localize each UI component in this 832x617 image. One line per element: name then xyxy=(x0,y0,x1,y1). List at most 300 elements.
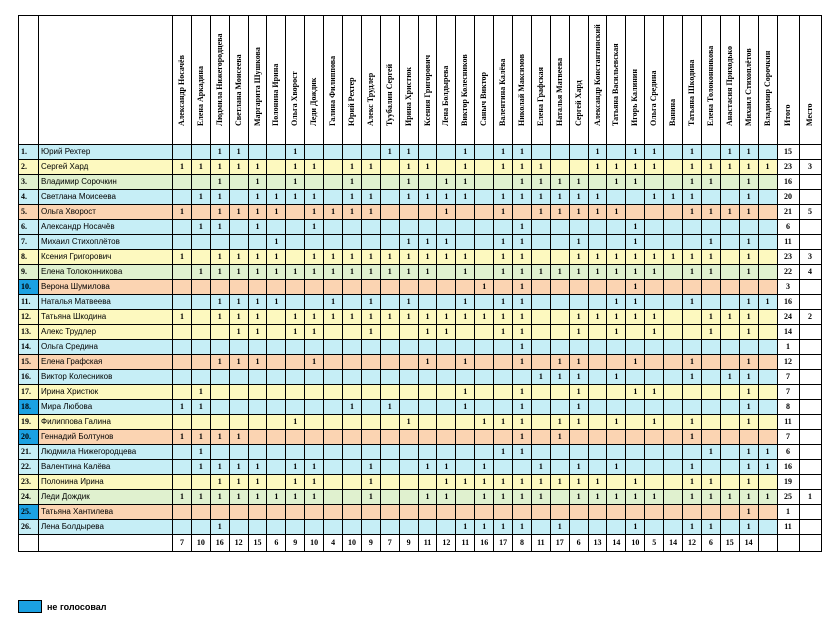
vote-mark: 1 xyxy=(324,295,343,310)
vote-cell xyxy=(418,220,437,235)
row-total: 1 xyxy=(777,340,799,355)
vote-mark: 1 xyxy=(210,220,229,235)
vote-cell xyxy=(305,415,324,430)
vote-mark: 1 xyxy=(739,235,758,250)
vote-mark: 1 xyxy=(456,175,475,190)
column-total: 11 xyxy=(456,535,475,552)
vote-cell xyxy=(286,370,305,385)
vote-mark: 1 xyxy=(701,205,720,220)
table-row xyxy=(19,325,822,340)
column-header-label: Александр Носачёв xyxy=(176,55,186,126)
vote-cell xyxy=(361,145,380,160)
vote-cell xyxy=(739,220,758,235)
vote-mark: 1 xyxy=(701,235,720,250)
vote-mark: 1 xyxy=(513,430,532,445)
vote-cell xyxy=(210,415,229,430)
vote-cell xyxy=(475,370,494,385)
row-place: 5 xyxy=(799,205,821,220)
column-total: 10 xyxy=(191,535,210,552)
vote-mark: 1 xyxy=(720,205,739,220)
vote-cell xyxy=(588,385,607,400)
column-total: 7 xyxy=(380,535,399,552)
column-header-label: Полонина Ирина xyxy=(271,63,281,126)
vote-cell xyxy=(758,475,777,490)
vote-cell xyxy=(588,370,607,385)
vote-cell xyxy=(399,475,418,490)
participant-name: Михаил Стихоплётов xyxy=(39,235,173,250)
vote-cell xyxy=(324,190,343,205)
vote-mark: 1 xyxy=(286,325,305,340)
vote-mark: 1 xyxy=(626,490,645,505)
column-header xyxy=(456,16,475,145)
vote-cell xyxy=(550,145,569,160)
table-row xyxy=(19,385,822,400)
vote-cell xyxy=(664,160,683,175)
vote-mark: 1 xyxy=(305,475,324,490)
vote-cell xyxy=(229,505,248,520)
vote-mark: 1 xyxy=(210,520,229,535)
vote-cell xyxy=(645,460,664,475)
vote-cell xyxy=(720,175,739,190)
vote-mark: 1 xyxy=(191,430,210,445)
vote-cell xyxy=(588,280,607,295)
vote-cell xyxy=(210,235,229,250)
vote-mark: 1 xyxy=(701,265,720,280)
row-place xyxy=(799,400,821,415)
vote-cell xyxy=(664,355,683,370)
vote-cell xyxy=(437,505,456,520)
vote-mark: 1 xyxy=(513,160,532,175)
vote-cell xyxy=(720,325,739,340)
vote-cell xyxy=(248,505,267,520)
vote-cell xyxy=(626,430,645,445)
vote-cell xyxy=(380,295,399,310)
vote-mark: 1 xyxy=(531,175,550,190)
vote-mark: 1 xyxy=(550,355,569,370)
vote-cell xyxy=(361,175,380,190)
footer-blank xyxy=(19,535,39,552)
vote-cell xyxy=(531,445,550,460)
vote-cell xyxy=(210,325,229,340)
table-row xyxy=(19,520,822,535)
vote-cell xyxy=(267,145,286,160)
vote-mark: 1 xyxy=(494,295,513,310)
vote-cell xyxy=(229,280,248,295)
vote-cell xyxy=(645,355,664,370)
row-total: 23 xyxy=(777,250,799,265)
vote-cell xyxy=(607,235,626,250)
vote-mark: 1 xyxy=(531,160,550,175)
vote-cell xyxy=(475,355,494,370)
vote-mark: 1 xyxy=(361,190,380,205)
vote-cell xyxy=(494,385,513,400)
vote-mark: 1 xyxy=(361,325,380,340)
vote-cell xyxy=(324,475,343,490)
column-total: 10 xyxy=(626,535,645,552)
vote-cell xyxy=(720,220,739,235)
vote-cell xyxy=(324,280,343,295)
vote-mark: 1 xyxy=(248,355,267,370)
vote-mark: 1 xyxy=(550,175,569,190)
vote-mark: 1 xyxy=(173,205,192,220)
vote-mark: 1 xyxy=(683,295,702,310)
vote-mark: 1 xyxy=(494,415,513,430)
vote-cell xyxy=(588,460,607,475)
vote-mark: 1 xyxy=(343,310,362,325)
row-place xyxy=(799,190,821,205)
vote-mark: 1 xyxy=(229,475,248,490)
participant-name: Светлана Моисеева xyxy=(39,190,173,205)
vote-mark: 1 xyxy=(494,310,513,325)
vote-mark: 1 xyxy=(361,460,380,475)
column-header xyxy=(475,16,494,145)
row-place xyxy=(799,355,821,370)
vote-mark: 1 xyxy=(361,160,380,175)
vote-mark: 1 xyxy=(683,160,702,175)
vote-mark: 1 xyxy=(645,325,664,340)
vote-cell xyxy=(626,190,645,205)
vote-cell xyxy=(343,445,362,460)
vote-mark: 1 xyxy=(343,160,362,175)
vote-mark: 1 xyxy=(475,490,494,505)
vote-cell xyxy=(456,325,475,340)
row-total: 7 xyxy=(777,370,799,385)
vote-cell xyxy=(229,400,248,415)
column-header-label: Ольга Хворост xyxy=(290,71,300,126)
vote-mark: 1 xyxy=(456,475,475,490)
column-header-label: Николай Максимов xyxy=(516,54,526,126)
vote-mark: 1 xyxy=(361,250,380,265)
row-total: 16 xyxy=(777,295,799,310)
vote-mark: 1 xyxy=(267,295,286,310)
vote-cell xyxy=(437,355,456,370)
vote-mark: 1 xyxy=(739,310,758,325)
vote-cell xyxy=(248,445,267,460)
vote-cell xyxy=(758,265,777,280)
vote-mark: 1 xyxy=(626,295,645,310)
vote-cell xyxy=(286,520,305,535)
vote-mark: 1 xyxy=(399,175,418,190)
vote-mark: 1 xyxy=(588,250,607,265)
vote-cell xyxy=(229,415,248,430)
vote-cell xyxy=(569,445,588,460)
vote-cell xyxy=(475,400,494,415)
vote-mark: 1 xyxy=(305,325,324,340)
vote-cell xyxy=(324,490,343,505)
vote-mark: 1 xyxy=(513,250,532,265)
vote-cell xyxy=(664,490,683,505)
vote-cell xyxy=(248,385,267,400)
vote-cell xyxy=(550,220,569,235)
vote-mark: 1 xyxy=(739,505,758,520)
vote-cell xyxy=(399,460,418,475)
vote-cell xyxy=(550,340,569,355)
vote-mark: 1 xyxy=(494,325,513,340)
vote-cell xyxy=(494,400,513,415)
vote-cell xyxy=(758,250,777,265)
vote-mark: 1 xyxy=(248,250,267,265)
vote-mark: 1 xyxy=(607,205,626,220)
column-header-label: Валентина Калёва xyxy=(498,58,508,126)
vote-mark: 1 xyxy=(380,265,399,280)
vote-cell xyxy=(418,370,437,385)
column-total: 6 xyxy=(267,535,286,552)
vote-cell xyxy=(173,445,192,460)
vote-mark: 1 xyxy=(305,355,324,370)
vote-mark: 1 xyxy=(173,400,192,415)
vote-mark: 1 xyxy=(305,160,324,175)
vote-mark: 1 xyxy=(683,415,702,430)
vote-cell xyxy=(437,160,456,175)
table-row xyxy=(19,505,822,520)
vote-mark: 1 xyxy=(399,415,418,430)
vote-mark: 1 xyxy=(361,295,380,310)
vote-cell xyxy=(720,295,739,310)
place-header-label: Место xyxy=(805,103,814,126)
vote-mark: 1 xyxy=(569,400,588,415)
vote-mark: 1 xyxy=(645,250,664,265)
row-total: 6 xyxy=(777,220,799,235)
vote-cell xyxy=(324,235,343,250)
vote-cell xyxy=(494,280,513,295)
vote-mark: 1 xyxy=(229,145,248,160)
column-total: 10 xyxy=(343,535,362,552)
vote-mark: 1 xyxy=(588,475,607,490)
vote-mark: 1 xyxy=(399,190,418,205)
vote-mark: 1 xyxy=(513,445,532,460)
row-number: 13. xyxy=(19,325,39,340)
vote-cell xyxy=(437,415,456,430)
vote-mark: 1 xyxy=(229,205,248,220)
participant-name: Наталья Матвеева xyxy=(39,295,173,310)
column-header-label: Галина Филиппова xyxy=(328,55,338,126)
row-place xyxy=(799,175,821,190)
vote-cell xyxy=(475,175,494,190)
vote-cell xyxy=(380,415,399,430)
table-row xyxy=(19,415,822,430)
vote-cell xyxy=(720,460,739,475)
vote-cell xyxy=(456,280,475,295)
vote-mark: 1 xyxy=(739,460,758,475)
vote-mark: 1 xyxy=(286,490,305,505)
vote-mark: 1 xyxy=(286,175,305,190)
vote-cell xyxy=(645,505,664,520)
vote-cell xyxy=(305,520,324,535)
participant-name: Елена Толоконникова xyxy=(39,265,173,280)
vote-cell xyxy=(229,175,248,190)
column-header-label: Светлана Моисеева xyxy=(233,54,243,126)
vote-cell xyxy=(267,160,286,175)
vote-cell xyxy=(701,190,720,205)
vote-cell xyxy=(399,205,418,220)
row-number: 15. xyxy=(19,355,39,370)
vote-cell xyxy=(588,325,607,340)
column-header-label: Людмила Нижегородцева xyxy=(214,33,224,126)
vote-mark: 1 xyxy=(531,205,550,220)
vote-mark: 1 xyxy=(494,445,513,460)
vote-cell xyxy=(664,205,683,220)
vote-cell xyxy=(380,280,399,295)
column-total: 6 xyxy=(701,535,720,552)
row-total: 3 xyxy=(777,280,799,295)
vote-cell xyxy=(399,385,418,400)
vote-mark: 1 xyxy=(399,235,418,250)
vote-cell xyxy=(569,160,588,175)
vote-cell xyxy=(399,400,418,415)
vote-mark: 1 xyxy=(343,400,362,415)
row-total: 21 xyxy=(777,205,799,220)
vote-mark: 1 xyxy=(739,355,758,370)
vote-mark: 1 xyxy=(456,145,475,160)
vote-cell xyxy=(343,475,362,490)
vote-mark: 1 xyxy=(569,325,588,340)
vote-cell xyxy=(399,490,418,505)
vote-mark: 1 xyxy=(418,460,437,475)
vote-cell xyxy=(173,175,192,190)
vote-cell xyxy=(456,445,475,460)
vote-mark: 1 xyxy=(683,205,702,220)
vote-mark: 1 xyxy=(324,265,343,280)
vote-mark: 1 xyxy=(210,250,229,265)
vote-cell xyxy=(588,175,607,190)
row-place xyxy=(799,220,821,235)
vote-mark: 1 xyxy=(588,190,607,205)
vote-cell xyxy=(683,235,702,250)
vote-mark: 1 xyxy=(739,370,758,385)
vote-cell xyxy=(475,235,494,250)
vote-mark: 1 xyxy=(645,415,664,430)
vote-mark: 1 xyxy=(701,160,720,175)
column-header xyxy=(229,16,248,145)
column-header xyxy=(191,16,210,145)
vote-cell xyxy=(720,190,739,205)
vote-mark: 1 xyxy=(456,250,475,265)
vote-mark: 1 xyxy=(248,265,267,280)
row-number: 20. xyxy=(19,430,39,445)
vote-mark: 1 xyxy=(513,220,532,235)
column-total: 17 xyxy=(494,535,513,552)
vote-mark: 1 xyxy=(418,235,437,250)
vote-cell xyxy=(305,430,324,445)
vote-mark: 1 xyxy=(380,250,399,265)
vote-cell xyxy=(343,355,362,370)
vote-mark: 1 xyxy=(494,145,513,160)
vote-cell xyxy=(588,520,607,535)
column-header xyxy=(607,16,626,145)
vote-cell xyxy=(550,400,569,415)
vote-mark: 1 xyxy=(683,190,702,205)
vote-cell xyxy=(664,445,683,460)
legend-label: не голосовал xyxy=(47,601,107,612)
vote-mark: 1 xyxy=(664,190,683,205)
row-number: 12. xyxy=(19,310,39,325)
vote-mark: 1 xyxy=(739,250,758,265)
vote-cell xyxy=(437,400,456,415)
vote-cell xyxy=(588,415,607,430)
participant-name: Татьяна Хантилева xyxy=(39,505,173,520)
vote-cell xyxy=(437,445,456,460)
vote-mark: 1 xyxy=(475,475,494,490)
vote-cell xyxy=(305,175,324,190)
vote-cell xyxy=(267,175,286,190)
vote-cell xyxy=(626,325,645,340)
vote-mark: 1 xyxy=(380,145,399,160)
row-total: 12 xyxy=(777,355,799,370)
vote-mark: 1 xyxy=(494,520,513,535)
vote-cell xyxy=(173,235,192,250)
row-total: 11 xyxy=(777,235,799,250)
vote-cell xyxy=(701,370,720,385)
vote-cell xyxy=(607,190,626,205)
vote-cell xyxy=(531,250,550,265)
vote-mark: 1 xyxy=(607,265,626,280)
vote-cell xyxy=(607,355,626,370)
vote-cell xyxy=(324,340,343,355)
vote-mark: 1 xyxy=(626,475,645,490)
vote-cell xyxy=(343,385,362,400)
vote-cell xyxy=(664,520,683,535)
participant-name: Юрий Рехтер xyxy=(39,145,173,160)
vote-cell xyxy=(456,235,475,250)
vote-cell xyxy=(305,340,324,355)
vote-mark: 1 xyxy=(513,145,532,160)
vote-cell xyxy=(191,370,210,385)
vote-cell xyxy=(343,220,362,235)
vote-cell xyxy=(437,340,456,355)
row-total: 15 xyxy=(777,145,799,160)
vote-cell xyxy=(550,505,569,520)
vote-mark: 1 xyxy=(437,205,456,220)
vote-mark: 1 xyxy=(569,205,588,220)
vote-cell xyxy=(607,280,626,295)
vote-cell xyxy=(248,370,267,385)
column-header-label: Маргарита Шушкова xyxy=(252,47,262,126)
row-number: 1. xyxy=(19,145,39,160)
vote-cell xyxy=(380,505,399,520)
vote-mark: 1 xyxy=(494,190,513,205)
vote-mark: 1 xyxy=(607,370,626,385)
participant-name: Геннадий Болтунов xyxy=(39,430,173,445)
column-header-label: Ванина xyxy=(668,98,678,126)
column-header-label: Саныч Виктор xyxy=(479,72,489,126)
vote-mark: 1 xyxy=(191,490,210,505)
vote-cell xyxy=(418,280,437,295)
vote-cell xyxy=(720,265,739,280)
row-total: 7 xyxy=(777,430,799,445)
column-total: 9 xyxy=(399,535,418,552)
vote-cell xyxy=(191,355,210,370)
vote-cell xyxy=(664,310,683,325)
vote-cell xyxy=(191,250,210,265)
vote-mark: 1 xyxy=(683,520,702,535)
vote-cell xyxy=(267,310,286,325)
vote-cell xyxy=(494,340,513,355)
vote-cell xyxy=(286,235,305,250)
vote-cell xyxy=(305,145,324,160)
vote-cell xyxy=(494,505,513,520)
vote-mark: 1 xyxy=(683,430,702,445)
vote-cell xyxy=(531,310,550,325)
vote-cell xyxy=(267,325,286,340)
vote-cell xyxy=(343,145,362,160)
vote-cell xyxy=(701,220,720,235)
vote-cell xyxy=(720,235,739,250)
vote-mark: 1 xyxy=(361,265,380,280)
vote-cell xyxy=(645,205,664,220)
vote-mark: 1 xyxy=(305,265,324,280)
vote-cell xyxy=(626,460,645,475)
vote-cell xyxy=(607,145,626,160)
